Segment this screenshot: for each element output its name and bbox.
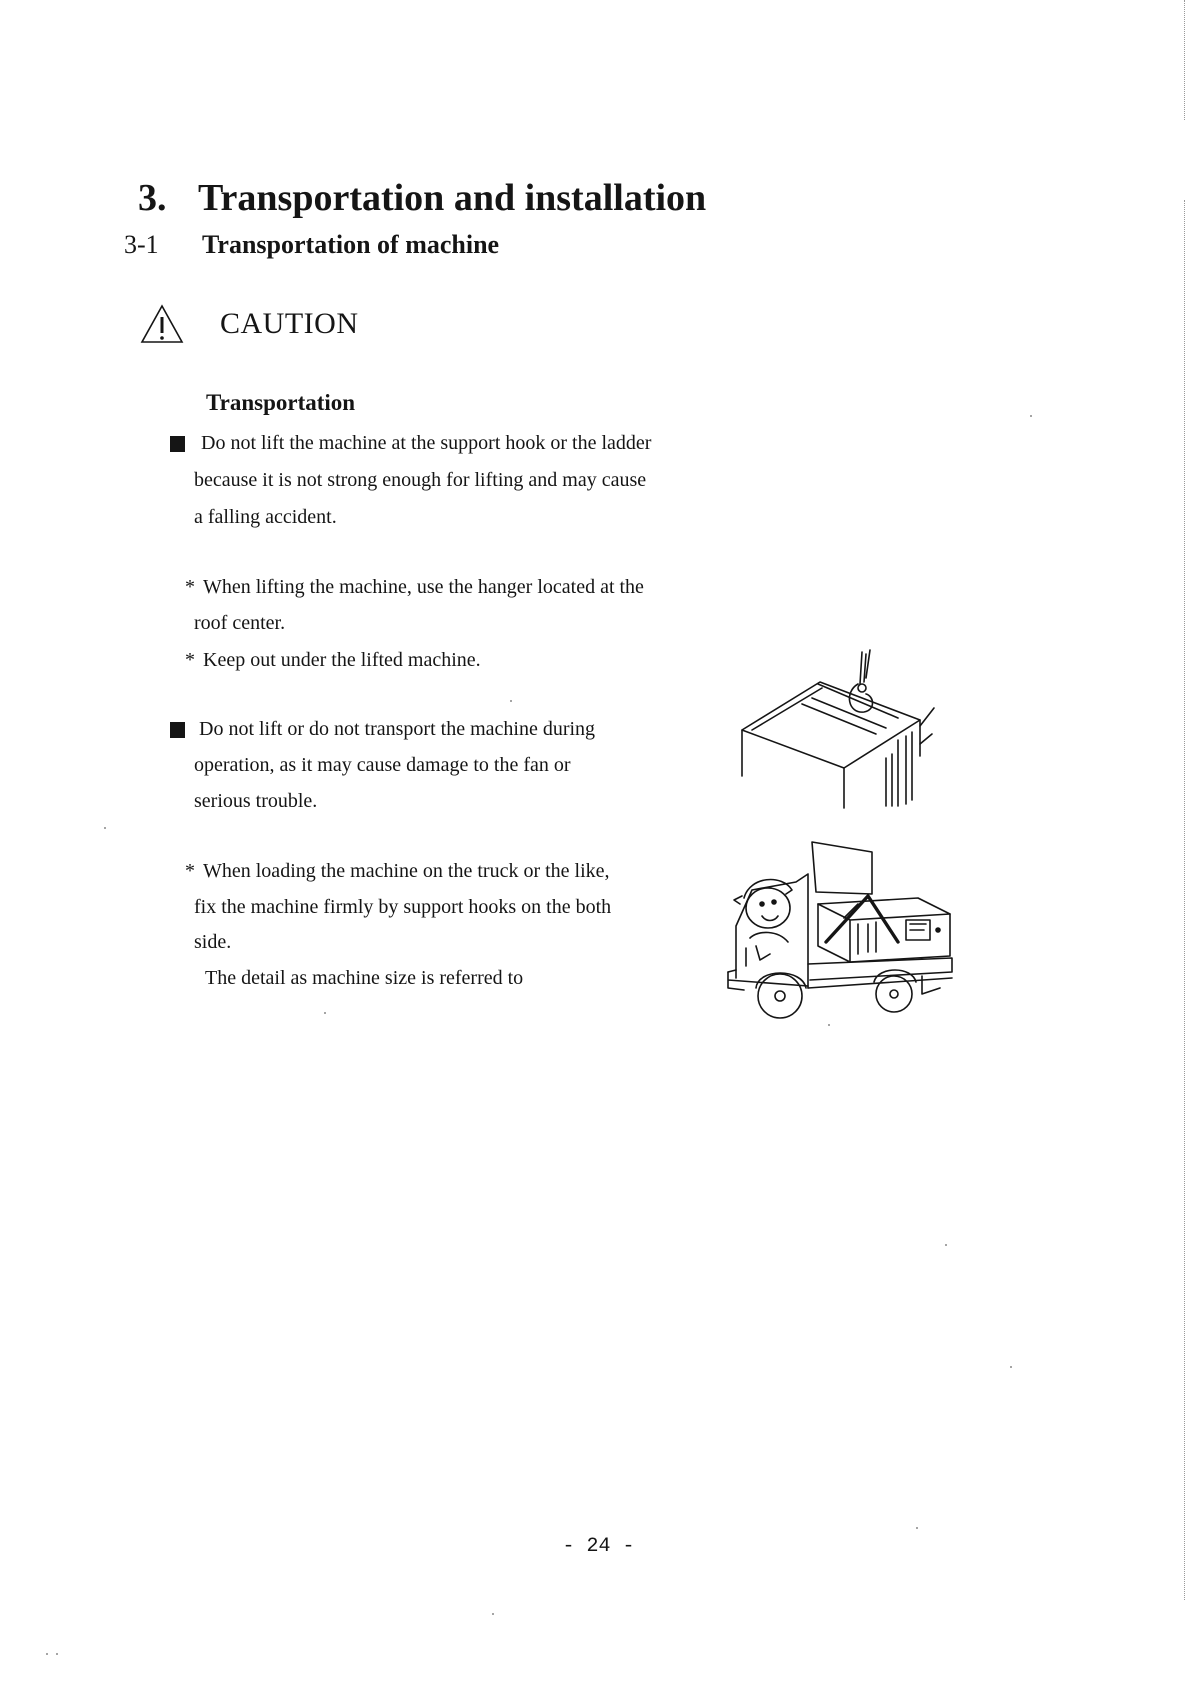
scan-speck	[916, 1527, 918, 1529]
caution-banner	[140, 304, 359, 344]
page-number: - 24 -	[562, 1535, 635, 1558]
scan-edge-line	[1184, 200, 1185, 1600]
note3-line3: side.	[194, 931, 232, 953]
section-title: Transportation of machine	[202, 230, 500, 259]
square-bullet	[170, 436, 185, 452]
scan-speck	[104, 827, 106, 829]
crane-lifting-machine-illustration	[738, 648, 938, 814]
chapter-number: 3.	[138, 177, 167, 219]
note1-line2: roof center.	[194, 612, 286, 634]
scan-speck	[492, 1613, 494, 1615]
note-marker: *	[185, 860, 195, 882]
scan-speck	[1010, 1366, 1012, 1368]
note2-line1: * Keep out under the lifted machine.	[185, 642, 481, 678]
bullet2-line3: serious trouble.	[194, 790, 318, 812]
scan-speck	[510, 700, 512, 702]
scan-edge-line	[1184, 0, 1185, 120]
bullet1-line2: because it is not strong enough for lifting and may cause	[194, 469, 647, 491]
chapter-heading	[138, 176, 706, 220]
section-heading	[124, 230, 499, 260]
scan-speck	[1030, 415, 1032, 417]
bullet1-line3: a falling accident.	[194, 506, 337, 528]
truck-loading-illustration	[726, 838, 962, 1028]
note3-line1: * When loading the machine on the truck or the like,	[185, 853, 610, 889]
caution-label: CAUTION	[220, 307, 359, 340]
bullet1-line1: Do not lift the machine at the support hook or the ladder	[201, 432, 652, 454]
section-number: 3-1	[124, 230, 159, 259]
scan-speck	[324, 1012, 326, 1014]
scan-speck	[46, 1653, 48, 1655]
note1-line1: * When lifting the machine, use the hanger located at the	[185, 569, 644, 605]
note-marker: *	[185, 576, 195, 598]
note-marker: *	[185, 649, 195, 671]
warning-triangle-icon	[140, 304, 184, 344]
scan-speck	[945, 1244, 947, 1246]
transportation-subheading: Transportation	[206, 390, 356, 415]
note3-line4: The detail as machine size is referred to	[205, 967, 524, 989]
scan-speck	[56, 1653, 58, 1655]
chapter-title: Transportation and installation	[198, 177, 707, 219]
bullet2-line2: operation, as it may cause damage to the fan or	[194, 754, 571, 776]
square-bullet	[170, 722, 185, 738]
bullet2-line1: Do not lift or do not transport the machine during	[199, 718, 596, 740]
note3-line2: fix the machine firmly by support hooks on the both	[194, 896, 612, 918]
scan-speck	[828, 1024, 830, 1026]
